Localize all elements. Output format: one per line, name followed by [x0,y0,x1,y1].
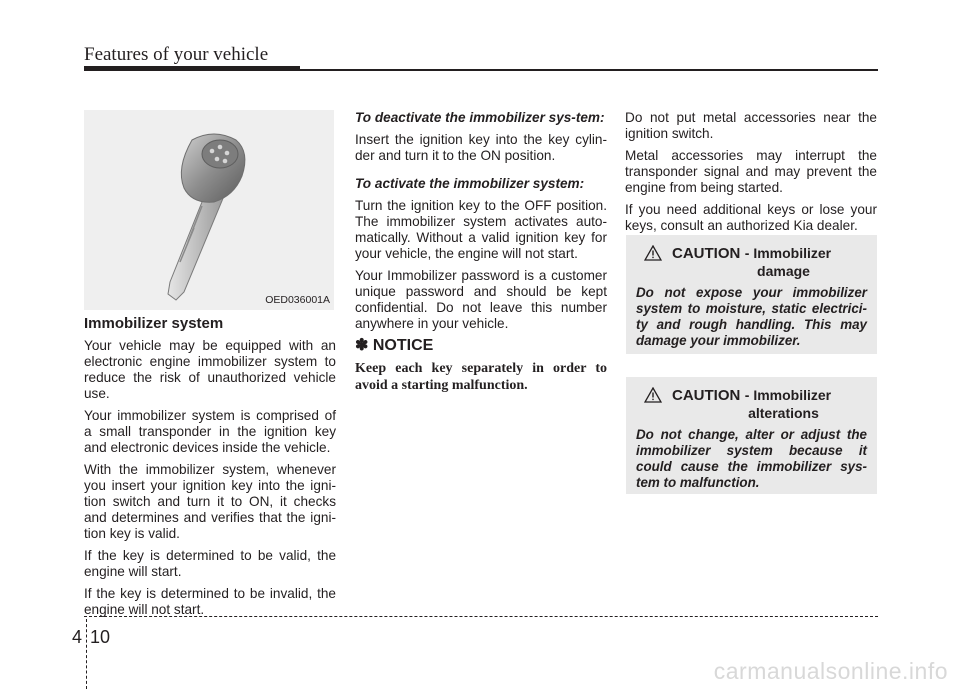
caution-text: Do not expose your immobilizer system to moisture, static electrici-ty and rough handling. This may damage your immobilizer. [636,285,867,348]
chapter-number: 4 [72,627,83,647]
warning-triangle-icon [644,387,662,403]
figure-code: OED036001A [265,294,330,306]
caution-subtitle-line2: alterations [748,405,819,421]
col1-paragraph: If the key is determined to be invalid, the engine will not start. [84,586,336,617]
col3-paragraph: Do not put metal accessories near the ignition switch. [625,110,877,141]
column-1 [84,110,336,624]
activate-heading: To activate the immobilizer system: [355,176,585,191]
page-number: 10 [90,627,111,647]
footer-divider [86,619,87,689]
caution-word: CAUTION [672,387,741,404]
col1-paragraph: If the key is determined to be valid, the engine will start. [84,548,336,579]
deactivate-text: Insert the ignition key into the key cylin-der and turn it to the ON position. [355,132,607,163]
caution-box-immobilizer-damage [626,235,877,354]
caution-title [636,245,867,279]
caution-subtitle: - Immobilizer [744,387,832,403]
column-3 [625,110,877,240]
col1-paragraph: With the immobilizer system, whenever you insert your ignition key into the igni-tion switch and turn it to ON, it checks and determines and verifies that the igni-tion key is valid. [84,462,336,541]
caution-subtitle-line2: damage [757,263,810,279]
col1-paragraph: Your vehicle may be equipped with an electronic engine immobilizer system to reduce the risk of unauthorized vehicle use. [84,338,336,401]
ignition-key-illustration [84,110,334,310]
key-figure [84,110,334,310]
footer-rule [84,616,878,617]
caution-subtitle: - Immobilizer [744,245,832,261]
watermark: carmanualsonline.info [713,658,948,684]
col1-paragraph: Your immobilizer system is comprised of a small transponder in the ignition key and electronic devices inside the vehicle. [84,408,336,455]
caution-title [636,387,867,421]
password-text: Your Immobilizer password is a customer unique password and should be kept confidential. Do not leave this number anywhere in your vehicle. [355,268,607,331]
notice-text: Keep each key separately in order to avoid a starting malfunction. [355,361,607,393]
activate-text: Turn the ignition key to the OFF position. The immobilizer system activates auto-matically. Without a valid ignition key for your vehicle, the engine will not start. [355,198,607,261]
deactivate-heading: To deactivate the immobilizer sys-tem: [355,110,605,125]
immobilizer-heading: Immobilizer system [84,315,224,332]
notice-heading: ✽ NOTICE [355,337,434,354]
page-header-title: Features of your vehicle [84,44,269,65]
caution-text: Do not change, alter or adjust the immobilizer system because it could cause the immobilizer sys-tem to malfunction. [636,427,867,490]
warning-triangle-icon [644,245,662,261]
caution-word: CAUTION [672,245,741,262]
caution-box-immobilizer-alterations [626,377,877,494]
header-rule-thin [300,69,878,71]
col3-paragraph: If you need additional keys or lose your keys, consult an authorized Kia dealer. [625,202,877,233]
header-rule-thick [84,66,300,71]
col3-paragraph: Metal accessories may interrupt the transponder signal and may prevent the engine from being started. [625,148,877,195]
column-2 [355,110,607,400]
